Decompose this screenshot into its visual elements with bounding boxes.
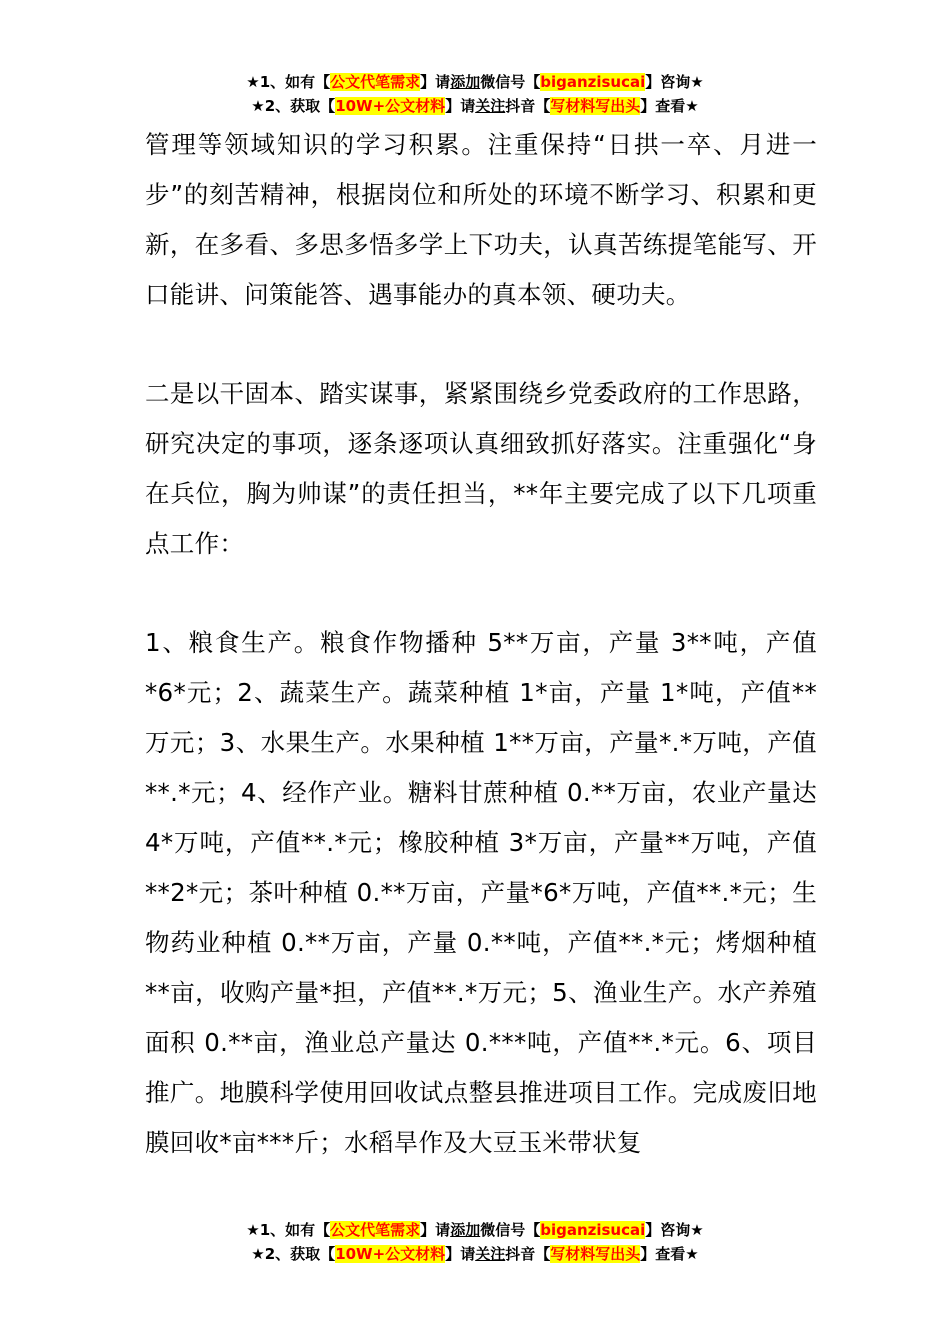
footer-banner (0, 1218, 950, 1266)
banner-text: ★1、如有【 (246, 73, 331, 91)
banner-highlight: 10W+公文材料 (335, 97, 446, 115)
banner-underline: 添加 (450, 73, 481, 91)
paragraph-2: 二是以干固本、踏实谋事，紧紧围绕乡党委政府的工作思路，研究决定的事项，逐条逐项认真细致抓好落实。注重强化“身在兵位，胸为帅谋”的责任担当，**年主要完成了以下几项重点工作： (145, 379, 817, 558)
banner-underline: 关注 (475, 1245, 506, 1263)
banner-underline: 关注 (475, 97, 506, 115)
banner-text: 】请 (445, 1245, 476, 1263)
paragraph-1: 管理等领域知识的学习积累。注重保持“日拱一卒、月进一步”的刻苦精神，根据岗位和所处的环境不断学习、积累和更新，在多看、多思多悟多学上下功夫，认真苦练提笔能写、开口能讲、问策能答、遇事能办的真本领、硬功夫。 (145, 130, 817, 309)
banner-highlight: biganzisucai (540, 1221, 646, 1239)
banner-highlight: 公文代笔需求 (330, 1221, 421, 1239)
banner-text: ★2、获取【 (251, 97, 336, 115)
banner-line-1 (0, 70, 950, 94)
banner-line-2 (0, 1242, 950, 1266)
banner-text: 】请 (420, 1221, 451, 1239)
banner-highlight: biganzisucai (540, 73, 646, 91)
document-body (145, 120, 817, 1168)
banner-highlight: 10W+公文材料 (335, 1245, 446, 1263)
banner-line-1 (0, 1218, 950, 1242)
banner-text: 】请 (445, 97, 476, 115)
banner-text: ★1、如有【 (246, 1221, 331, 1239)
banner-highlight: 写材料写出头 (550, 97, 641, 115)
banner-text: 微信号【 (480, 73, 541, 91)
banner-underline: 添加 (450, 1221, 481, 1239)
banner-text: 抖音【 (505, 97, 551, 115)
header-banner (0, 70, 950, 118)
banner-text: 】查看★ (640, 1245, 699, 1263)
paragraph-3: 1、粮食生产。粮食作物播种 5**万亩，产量 3**吨，产值*6*元；2、蔬菜生产。蔬菜种植 1*亩，产量 1*吨，产值**万元；3、水果生产。水果种植 1**万亩，产量*.*万吨，产值**.*元；4、经作产业。糖料甘蔗种植 0.**万亩，农业产量达 4*万吨，产值**.*元；橡胶种植 3*万亩，产量**万吨，产值**2*元；茶叶种植 0.**万亩，产量*6*万吨，产值**.*元；生物药业种植 0.**万亩，产量 0.**吨，产值**.*元；烤烟种植**亩，收购产量*担，产值**.*万元；5、渔业生产。水产养殖面积 0.**亩，渔业总产量达 0.***吨，产值**.*元。6、项目推广。地膜科学使用回收试点整县推进项目工作。完成废旧地膜回收*亩***斤；水稻旱作及大豆玉米带状复 (145, 628, 817, 1157)
banner-highlight: 写材料写出头 (550, 1245, 641, 1263)
banner-text: 】咨询★ (645, 1221, 704, 1239)
banner-text: 】查看★ (640, 97, 699, 115)
banner-text: 】请 (420, 73, 451, 91)
banner-text: 抖音【 (505, 1245, 551, 1263)
banner-highlight: 公文代笔需求 (330, 73, 421, 91)
banner-text: 微信号【 (480, 1221, 541, 1239)
banner-line-2 (0, 94, 950, 118)
banner-text: 】咨询★ (645, 73, 704, 91)
banner-text: ★2、获取【 (251, 1245, 336, 1263)
